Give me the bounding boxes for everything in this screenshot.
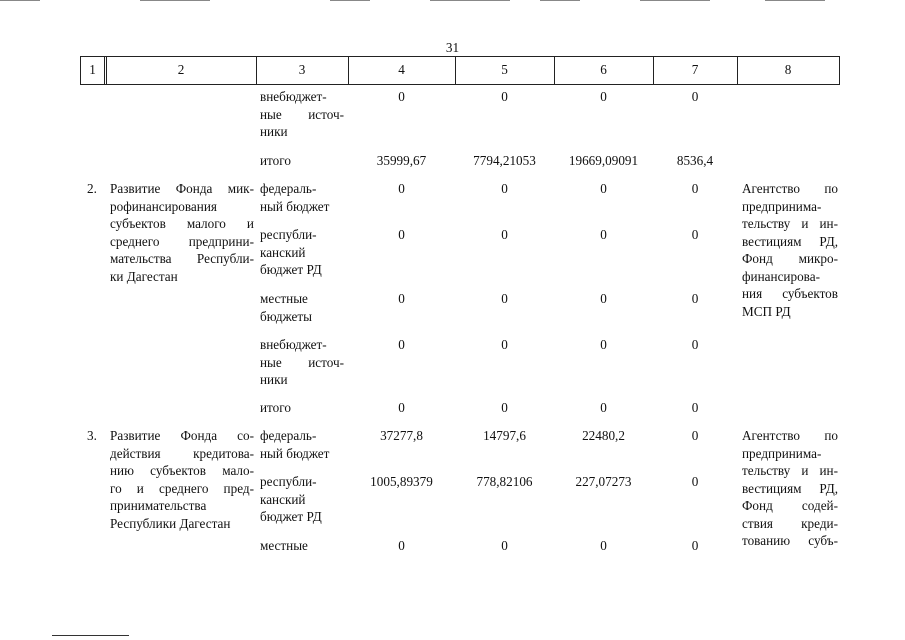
value-cell: 0 [691, 538, 699, 553]
value-cell: 0 [501, 89, 508, 104]
scan-edge-mark [330, 0, 370, 1]
value-cell: 22480,2 [582, 428, 625, 443]
value-cell: 778,82106 [476, 474, 533, 489]
header-col-1: 1 [89, 62, 96, 77]
header-top-border [80, 56, 840, 57]
value-cell: 1005,89379 [370, 474, 433, 489]
item-name: Развитие Фонда мик- рофинансирования субъектов малого и среднего предприни- мательства Республи- ки Дагестан [110, 181, 254, 284]
value-cell: 8536,4 [676, 153, 714, 168]
header-bottom-border [80, 84, 840, 85]
value-cell: 0 [691, 337, 699, 352]
source-label: местные бюджеты [260, 291, 313, 324]
scan-edge-mark [640, 0, 710, 1]
value-cell: 14797,6 [483, 428, 526, 443]
scan-edge-mark [0, 0, 40, 1]
header-col-6: 6 [600, 62, 607, 77]
header-col-divider [839, 56, 840, 85]
value-cell: 0 [501, 181, 508, 196]
value-cell: 37277,8 [380, 428, 423, 443]
source-label: федераль- ный бюджет [260, 428, 330, 461]
value-cell: 0 [600, 400, 607, 415]
value-cell: 0 [398, 181, 405, 196]
value-cell: 0 [600, 538, 607, 553]
header-col-3: 3 [298, 62, 306, 77]
header-col-5: 5 [501, 62, 508, 77]
value-cell: 0 [501, 337, 508, 352]
scan-edge-mark [540, 0, 580, 1]
value-cell: 0 [398, 89, 405, 104]
value-cell: 0 [398, 538, 405, 553]
source-label: федераль- ный бюджет [260, 181, 330, 214]
value-cell: 0 [600, 291, 607, 306]
source-label: внебюджет- ные источ- ники [260, 89, 344, 139]
value-cell: 0 [501, 538, 508, 553]
item-number: 2. [87, 181, 97, 196]
value-cell: 0 [501, 291, 508, 306]
header-col-7: 7 [691, 62, 699, 77]
item-name: Развитие Фонда со- действия кредитова- нию субъектов мало- го и среднего пред- принимательства Республики Дагестан [110, 428, 254, 531]
value-cell: 0 [398, 291, 405, 306]
value-cell: 0 [691, 181, 699, 196]
value-cell: 0 [691, 428, 699, 443]
header-col-2: 2 [177, 62, 185, 77]
value-cell: 0 [600, 181, 607, 196]
item-number: 3. [87, 428, 97, 443]
value-cell: 0 [398, 400, 405, 415]
value-cell: 0 [501, 400, 508, 415]
value-cell: 0 [691, 291, 699, 306]
value-cell: 0 [501, 227, 508, 242]
scan-edge-mark [430, 0, 510, 1]
scan-edge-mark [140, 0, 210, 1]
header-col-8: 8 [784, 62, 792, 77]
source-label: республи- канский бюджет РД [260, 474, 322, 524]
value-cell: 0 [600, 89, 607, 104]
value-cell: 0 [691, 400, 699, 415]
value-cell: 35999,67 [376, 153, 427, 168]
value-cell: 0 [600, 227, 607, 242]
value-cell: 0 [691, 474, 699, 489]
value-cell: 0 [600, 337, 607, 352]
item-executor: Агентство по предпринима- тельству и ин- вестициям РД, Фонд микро- финансирова- ния субъектов МСП РД [742, 181, 838, 319]
source-label: внебюджет- ные источ- ники [260, 337, 344, 387]
value-cell: 0 [398, 337, 405, 352]
footer-rule [52, 635, 129, 636]
source-label: итого [260, 400, 291, 415]
value-cell: 0 [398, 227, 405, 242]
source-label: итого [260, 153, 291, 168]
header-col-4: 4 [398, 62, 405, 77]
item-executor: Агентство по предпринима- тельству и ин- вестициям РД, Фонд содей- ствия креди- тованию субъ- [742, 428, 838, 548]
source-label: местные [260, 538, 308, 553]
source-label: республи- канский бюджет РД [260, 227, 322, 277]
value-cell: 7794,21053 [473, 153, 536, 168]
page-number: 31 [445, 40, 460, 55]
value-cell: 0 [691, 89, 699, 104]
value-cell: 227,07273 [575, 474, 632, 489]
value-cell: 0 [691, 227, 699, 242]
value-cell: 19669,09091 [568, 153, 639, 168]
scan-edge-mark [765, 0, 825, 1]
